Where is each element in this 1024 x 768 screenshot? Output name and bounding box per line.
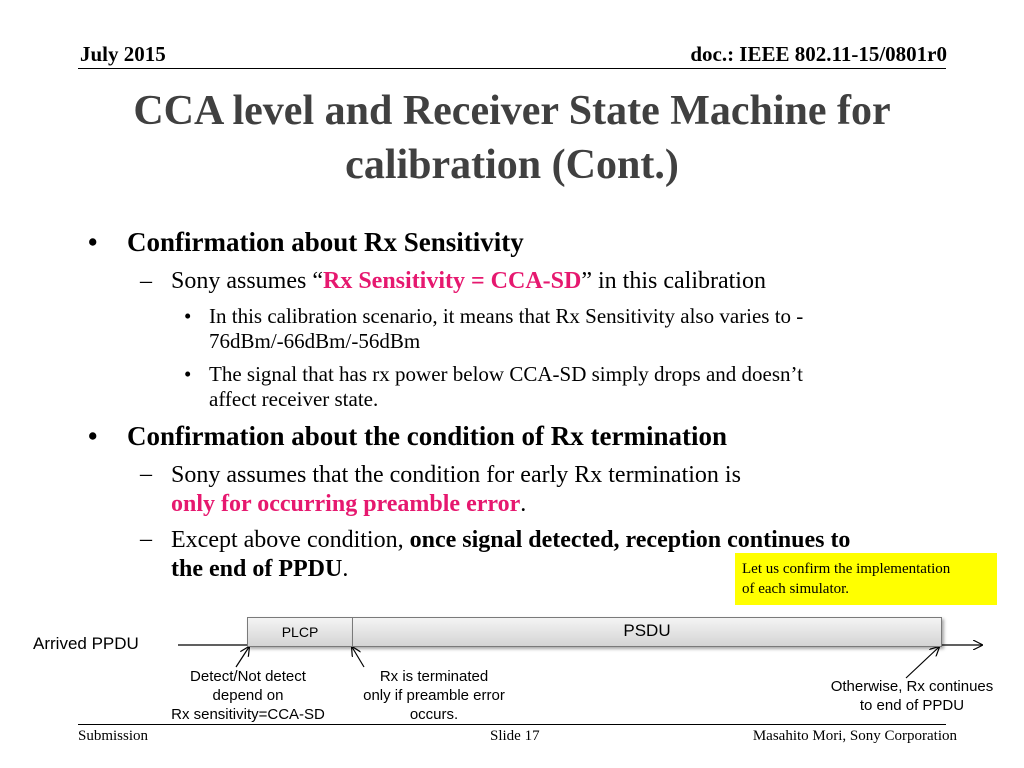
- footer-author: Masahito Mori, Sony Corporation: [752, 728, 957, 744]
- sub-text: Sony assumes “: [171, 268, 323, 294]
- header-date: July 2015: [80, 42, 166, 66]
- footer-divider: [78, 724, 946, 725]
- bullet-2-dot: •: [88, 421, 98, 451]
- note-line-2: of each simulator.: [742, 581, 850, 597]
- header-doc-id: doc.: IEEE 802.11-15/0801r0: [690, 42, 947, 66]
- bullet-1-sub-1-dash: –: [140, 268, 152, 294]
- bullet-2-heading: Confirmation about the condition of Rx termination: [127, 421, 727, 451]
- footer-submission: Submission: [78, 728, 149, 744]
- plcp-field: PLCP: [247, 617, 353, 647]
- sub-text: .: [520, 491, 527, 517]
- caption-detect: [158, 667, 338, 724]
- text-line: 76dBm/-66dBm/-56dBm: [209, 329, 421, 353]
- bullet-2-sub-1-dash: –: [140, 461, 152, 487]
- caption-line: Detect/Not detect: [190, 668, 306, 685]
- text-line: affect receiver state.: [209, 387, 379, 411]
- bullet-2-sub-2-dash: –: [140, 526, 152, 552]
- caption-line: Otherwise, Rx continues: [830, 678, 994, 695]
- arrived-ppdu-label: Arrived PPDU: [33, 634, 139, 653]
- text-line: The signal that has rx power below CCA-SD simply drops and doesn’t: [209, 362, 803, 386]
- sub-text: ” in this calibration: [581, 268, 766, 294]
- pointer-detect: [236, 647, 249, 667]
- title-line-2: calibration (Cont.): [345, 142, 679, 188]
- pointer-terminate: [352, 647, 364, 667]
- sub-text: Except above condition,: [171, 527, 410, 553]
- bullet-1-heading: Confirmation about Rx Sensitivity: [127, 227, 524, 257]
- caption-continue: [812, 677, 1012, 715]
- highlight-text: only for occurring preamble error: [171, 491, 521, 517]
- psdu-field: PSDU: [352, 617, 942, 647]
- bold-text: the end of PPDU: [171, 556, 343, 582]
- sub-text: .: [342, 556, 349, 582]
- note-line-1: Let us confirm the implementation: [742, 561, 951, 577]
- caption-line: Rx sensitivity=CCA-SD: [171, 706, 325, 723]
- caption-line: depend on: [212, 687, 284, 704]
- bullet-1-sub-2-dot: •: [184, 304, 192, 328]
- caption-line: Rx is terminated: [379, 668, 489, 685]
- caption-line: to end of PPDU: [859, 697, 965, 714]
- highlight-text: Rx Sensitivity = CCA-SD: [323, 268, 582, 294]
- footer-slide-number: Slide 17: [490, 728, 540, 744]
- bullet-1-dot: •: [88, 227, 98, 257]
- pointer-continue: [906, 647, 939, 678]
- caption-line: only if preamble error: [363, 687, 505, 704]
- caption-terminate: [344, 667, 524, 724]
- bold-text: once signal detected, reception continues to: [409, 527, 851, 553]
- text-line: Sony assumes that the condition for early Rx termination is: [171, 462, 741, 488]
- bullet-1-sub-3-dot: •: [184, 362, 192, 386]
- text-line: In this calibration scenario, it means that Rx Sensitivity also varies to -: [209, 304, 804, 328]
- title-line-1: CCA level and Receiver State Machine for: [133, 88, 891, 134]
- caption-line: occurs.: [409, 706, 459, 723]
